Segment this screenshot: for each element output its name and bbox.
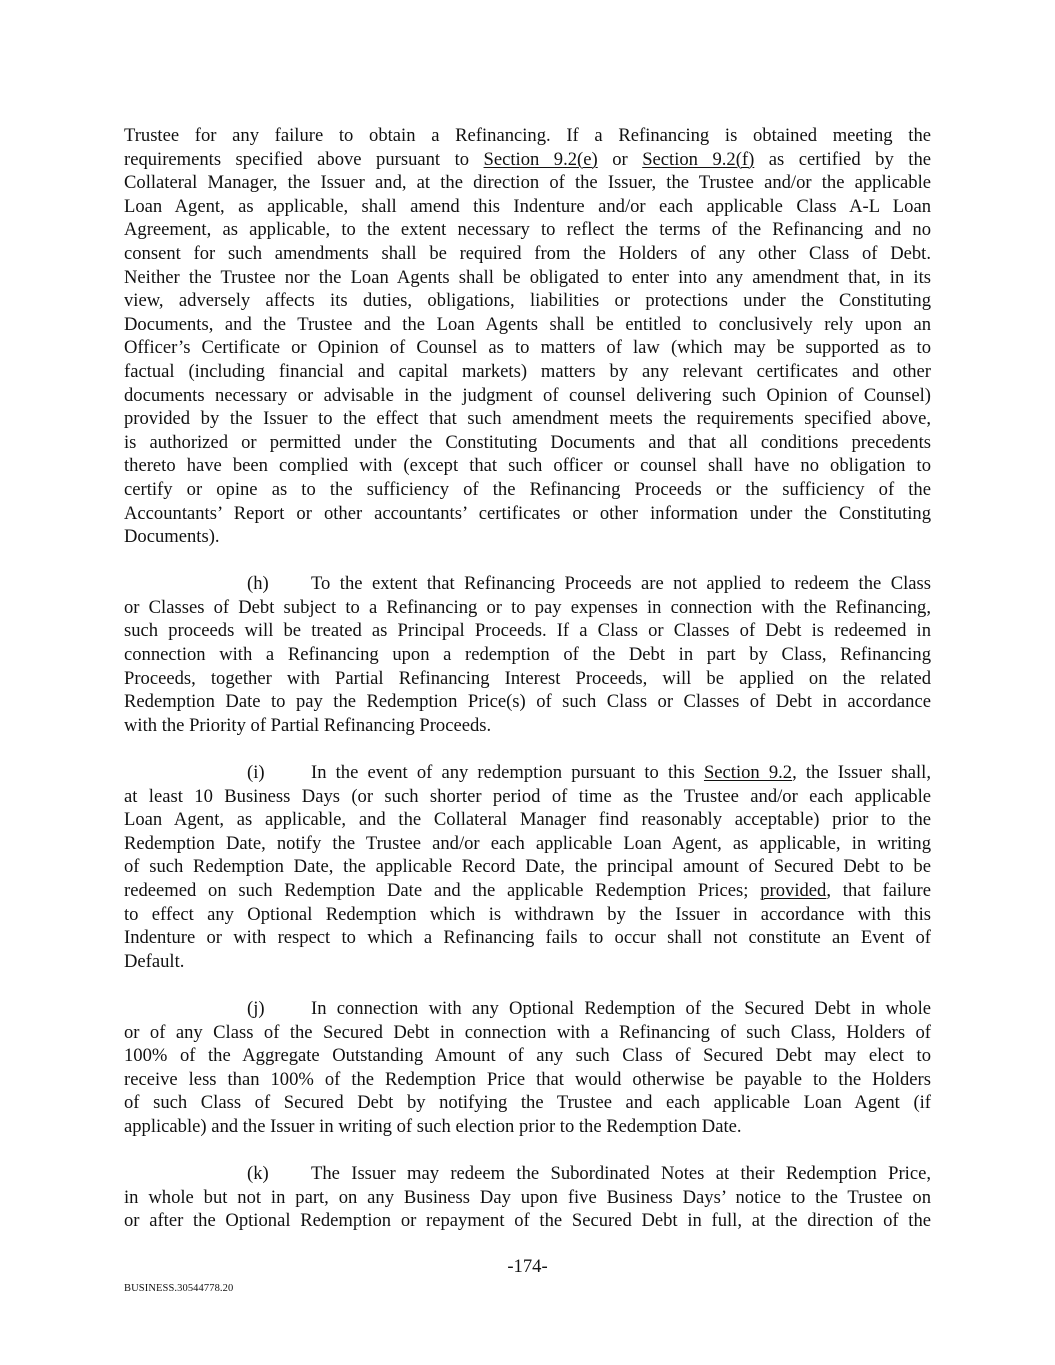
document-footer-id: BUSINESS.30544778.20: [124, 1283, 234, 1294]
cross-reference: Section 9.2: [703, 762, 793, 784]
text-line: [124, 714, 931, 738]
text-run: Redemption Date to pay the Redemption Price(s) of such Class or Classes of Debt in accordance: [124, 691, 931, 713]
text-line: [124, 785, 931, 809]
text-run: with the Priority of Partial Refinancing Proceeds.: [124, 714, 492, 736]
text-line: [124, 903, 931, 927]
text-run: or after the Optional Redemption or repayment of the Secured Debt in full, at the direction of the: [124, 1210, 931, 1232]
text-line: [124, 619, 931, 643]
text-run: , the Issuer shall,: [792, 762, 931, 784]
text-run: consent for such amendments shall be required from the Holders of any other Class of Debt.: [124, 242, 931, 264]
text-line: [124, 572, 931, 596]
paragraph-label: (h): [247, 573, 269, 595]
text-run: provided by the Issuer to the effect that such amendment meets the requirements specified above,: [124, 408, 931, 430]
text-line: [124, 148, 931, 172]
text-line: [124, 926, 931, 950]
text-line: [124, 1044, 931, 1068]
page-number: -174-: [507, 1256, 548, 1277]
text-line: [124, 124, 931, 148]
text-run: Accountants’ Report or other accountants’ certificates or other information under the Constituting: [124, 502, 931, 524]
text-run: Indenture or with respect to which a Refinancing fails to occur shall not constitute an Event of: [124, 927, 931, 949]
text-run: or Classes of Debt subject to a Refinancing or to pay expenses in connection with the Refinancing,: [124, 596, 931, 618]
paragraph-label: (k): [247, 1163, 269, 1185]
text-run: Documents, and the Trustee and the Loan Agents shall be entitled to conclusively rely upon an: [124, 313, 931, 335]
text-line: [124, 313, 931, 337]
text-line: [124, 1068, 931, 1092]
text-line: [124, 478, 931, 502]
text-line: [124, 832, 931, 856]
text-line: [124, 761, 931, 785]
text-run: connection with a Refinancing upon a redemption of the Debt in part by Class, Refinancing: [124, 644, 931, 666]
cross-reference: Section 9.2(e): [483, 148, 598, 170]
text-line: [124, 997, 931, 1021]
text-run: of such Redemption Date, the applicable Record Date, the principal amount of Secured Debt to be: [124, 856, 931, 878]
text-run: To the extent that Refinancing Proceeds are not applied to redeem the Class: [311, 573, 931, 595]
text-line: [124, 289, 931, 313]
paragraph-i: [124, 761, 931, 973]
text-run: , that failure: [826, 880, 931, 901]
paragraph-gap: [124, 973, 931, 997]
text-run: as certified by the: [754, 148, 931, 170]
text-line: [124, 266, 931, 290]
text-line: [124, 667, 931, 691]
text-run: certify or opine as to the sufficiency of the Refinancing Proceeds or the sufficiency of the: [124, 478, 931, 500]
text-run: factual (including financial and capital markets) matters by any relevant certificates and other: [124, 360, 931, 382]
text-run: at least 10 Business Days (or such shorter period of time as the Trustee and/or each applicable: [124, 785, 931, 807]
text-run: documents necessary or advisable in the judgment of counsel delivering such Opinion of Counsel): [124, 384, 931, 406]
text-line: [124, 384, 931, 408]
text-line: [124, 1091, 931, 1115]
text-line: [124, 360, 931, 384]
text-run: redeemed on such Redemption Date and the applicable Redemption Prices;: [124, 880, 761, 901]
text-line: [124, 336, 931, 360]
text-run: Documents).: [124, 526, 220, 548]
text-line: [124, 454, 931, 478]
text-run: is authorized or permitted under the Constituting Documents and that all conditions precedents: [124, 431, 931, 453]
text-run: Trustee for any failure to obtain a Refinancing. If a Refinancing is obtained meeting the: [124, 125, 931, 146]
text-run: requirements specified above pursuant to: [124, 148, 484, 170]
paragraph-k: [124, 1162, 931, 1233]
text-line: [124, 1021, 931, 1045]
text-run: Collateral Manager, the Issuer and, at the direction of the Issuer, the Trustee and/or the applicable: [124, 172, 931, 194]
text-line: [124, 596, 931, 620]
paragraph-gap: [124, 1139, 931, 1163]
text-run: applicable) and the Issuer in writing of such election prior to the Redemption Date.: [124, 1115, 742, 1137]
text-run: view, adversely affects its duties, obligations, liabilities or protections under the Constituting: [124, 290, 931, 312]
text-run: thereto have been complied with (except that such officer or counsel shall have no obligation to: [124, 455, 931, 477]
text-line: [124, 431, 931, 455]
text-run: Neither the Trustee nor the Loan Agents shall be obligated to enter into any amendment that, in its: [124, 266, 931, 288]
text-run: The Issuer may redeem the Subordinated Notes at their Redemption Price,: [311, 1163, 931, 1185]
text-run: receive less than 100% of the Redemption Price that would otherwise be payable to the Holders: [124, 1068, 931, 1090]
text-run: Loan Agent, as applicable, shall amend this Indenture and/or each applicable Class A-L Loan: [124, 195, 931, 217]
text-run: or of any Class of the Secured Debt in connection with a Refinancing of such Class, Holders of: [124, 1021, 931, 1043]
paragraph-label: (i): [247, 762, 265, 784]
text-line: [124, 643, 931, 667]
text-line: [124, 407, 931, 431]
text-line: [124, 1115, 931, 1139]
text-run: such proceeds will be treated as Principal Proceeds. If a Class or Classes of Debt is redeemed in: [124, 620, 931, 642]
text-line: [124, 950, 931, 974]
text-line: [124, 808, 931, 832]
text-run: or: [597, 148, 643, 170]
text-line: [124, 218, 931, 242]
paragraph-gap: [124, 737, 931, 761]
document-body: [124, 124, 931, 1233]
text-run: 100% of the Aggregate Outstanding Amount of any such Class of Secured Debt may elect to: [124, 1045, 931, 1067]
paragraph-continued: [124, 124, 931, 549]
cross-reference: Section 9.2(f): [642, 148, 755, 170]
text-line: [124, 195, 931, 219]
paragraph-j: [124, 997, 931, 1139]
text-run: Proceeds, together with Partial Refinancing Interest Proceeds, will be applied on the related: [124, 667, 931, 689]
text-line: [124, 502, 931, 526]
text-run: In connection with any Optional Redemption of the Secured Debt in whole: [311, 997, 931, 1019]
text-run: in whole but not in part, on any Business Day upon five Business Days’ notice to the Trustee on: [124, 1186, 931, 1208]
text-line: [124, 1162, 931, 1186]
text-run: to effect any Optional Redemption which is withdrawn by the Issuer in accordance with this: [124, 903, 931, 925]
paragraph-h: [124, 572, 931, 737]
text-run: Default.: [124, 950, 185, 972]
paragraph-gap: [124, 549, 931, 573]
text-run: of such Class of Secured Debt by notifying the Trustee and each applicable Loan Agent (if: [124, 1092, 931, 1114]
text-line: [124, 855, 931, 879]
text-line: [124, 1209, 931, 1233]
text-run: In the event of any redemption pursuant to this: [311, 762, 704, 784]
text-line: [124, 525, 931, 549]
text-run: Loan Agent, as applicable, and the Collateral Manager find reasonably acceptable) prior to the: [124, 809, 931, 831]
paragraph-label: (j): [247, 997, 265, 1019]
text-line: [124, 242, 931, 266]
cross-reference: provided: [760, 880, 827, 901]
text-run: Officer’s Certificate or Opinion of Counsel as to matters of law (which may be supported as to: [124, 337, 931, 359]
text-line: [124, 690, 931, 714]
text-line: [124, 171, 931, 195]
text-run: Agreement, as applicable, to the extent necessary to reflect the terms of the Refinancing and no: [124, 219, 931, 241]
text-line: [124, 879, 931, 903]
text-line: [124, 1186, 931, 1210]
text-run: Redemption Date, notify the Trustee and/or each applicable Loan Agent, as applicable, in writing: [124, 832, 931, 854]
